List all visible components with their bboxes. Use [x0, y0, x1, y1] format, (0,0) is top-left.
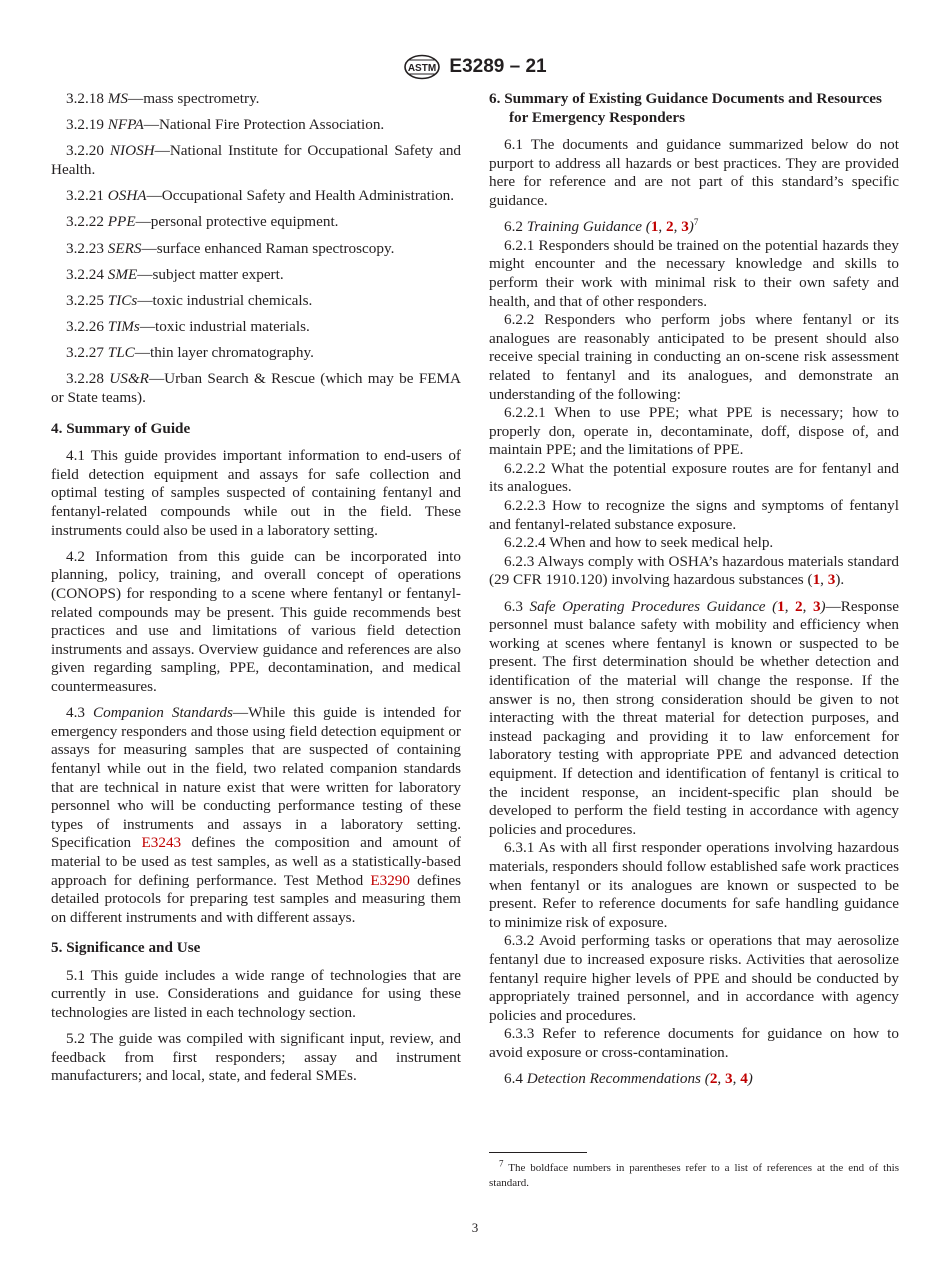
reference-link[interactable]: 3	[725, 1070, 733, 1088]
left-column	[51, 90, 461, 1094]
reference-link[interactable]: 3	[812, 597, 821, 615]
paragraph-6-2: 6.2 Training Guidance (1, 2, 3)$^7$	[504, 217, 699, 236]
paragraph-6-2-2: 6.2.2 Responders who perform jobs where fentanyl or its analogues are reasonably anticipated to be present should also receive special training in conducting an on-scene risk assessment related to fentanyl and its analogues, and demonstrate an understanding of the following:	[489, 311, 899, 403]
link-e3290[interactable]: E3290	[370, 871, 410, 889]
definition-3-2-25: 3.2.25 TICs—toxic industrial chemicals.	[66, 291, 313, 309]
standard-designation: E3289 – 21	[449, 56, 547, 77]
paragraph-6-2-2-3: 6.2.2.3 How to recognize the signs and symptoms of fentanyl and fentanyl-related substance exposure.	[489, 497, 899, 533]
footnote-marker[interactable]: 7	[693, 217, 699, 228]
definition-3-2-20: 3.2.20 NIOSH—National Institute for Occupational Safety and Health.	[51, 142, 462, 178]
paragraph-4-2: 4.2 Information from this guide can be incorporated into planning, policy, training, and overall concept of operations (CONOPS) for responding to a scene where fentanyl or fentanyl-related compounds may be present. This guide recommends best practices and use and limitations of various field detection instruments and assays. Overview guidance and references are also given regarding sampling, PPE, decontamination, and medical countermeasures.	[51, 547, 461, 695]
paragraph-4-1: 4.1 This guide provides important information to end-users of field detection equipment and assays for safe collection and optimal testing of samples suspected of containing fentanyl and fentanyl-related compounds while out in the field. These instruments could also be used in a laboratory setting.	[51, 447, 461, 539]
section-5-heading: 5. Significance and Use	[51, 939, 201, 957]
paragraph-6-3-3: 6.3.3 Refer to reference documents for guidance on how to avoid exposure or cross-contamination.	[489, 1025, 899, 1061]
paragraph-6-3-2: 6.3.2 Avoid performing tasks or operations that may aerosolize fentanyl due to increased exposure risks. Activities that aerosolize fentanyl require higher levels of PPE and should be conducted by appropriately trained personnel, and in accordance with agency policies and procedures.	[489, 932, 899, 1024]
reference-link[interactable]: 1	[777, 597, 785, 615]
paragraph-6-3-1: 6.3.1 As with all first responder operations involving hazardous materials, responders should follow established safe work practices when fentanyl or its analogues are known or suspected to be present. Refer to reference documents for safe handling guidance to minimize risk of exposure.	[489, 839, 899, 931]
paragraph-5-2: 5.2 The guide was compiled with significant input, review, and feedback from first responders; assay and instrument manufacturers; and local, state, and federal SMEs.	[51, 1030, 461, 1085]
paragraph-4-3: 4.3 Companion Standards—While this guide is intended for emergency responders and those using field detection equipment or assays for measuring samples that are suspected of containing fentanyl while out in the field, two related companion standards that are technical in nature exist that were written for laboratory personnel who will be conducting performance testing of these types of instruments and assays in a laboratory setting. Specification E3243 defines the composition and amount of material to be used as test samples, as well as a statistically-based approach for defining performance. Test Method E3290 defines detailed protocols for preparing test samples and measuring them on different instruments and with different assays.	[51, 704, 461, 926]
footnote-7: $^7$ The boldface numbers in parentheses refer to a list of references at the end of this standard.	[489, 1158, 899, 1189]
paragraph-5-1: 5.1 This guide includes a wide range of technologies that are currently in use. Considerations and guidance for using these technologies are listed in each technology section.	[51, 966, 461, 1022]
reference-link[interactable]: 3	[681, 218, 689, 236]
paragraph-6-2-2-4: 6.2.2.4 When and how to seek medical help.	[504, 534, 774, 552]
definition-3-2-28: 3.2.28 US&R—Urban Search & Rescue (which may be FEMA or State teams).	[51, 370, 462, 407]
page-number: 3	[471, 1220, 479, 1235]
definition-3-2-18: 3.2.18 MS—mass spectrometry.	[66, 90, 260, 107]
definition-3-2-23: 3.2.23 SERS—surface enhanced Raman spectroscopy.	[66, 239, 395, 257]
definition-3-2-21: 3.2.21 OSHA—Occupational Safety and Health Administration.	[66, 187, 455, 205]
reference-link[interactable]: 3	[827, 571, 836, 589]
paragraph-6-2-1: 6.2.1 Responders should be trained on the potential hazards they might encounter and the necessary knowledge and skills to perform their work with minimal risk to their own safety and health, and that of other responders.	[489, 236, 899, 310]
section-6-heading: 6. Summary of Existing Guidance Documents and Resources for Emergency Responders	[489, 90, 882, 126]
definition-3-2-26: 3.2.26 TIMs—toxic industrial materials.	[66, 318, 310, 336]
paragraph-6-3: 6.3 Safe Operating Procedures Guidance (1, 2, 3)—Response personnel must balance safety with mobility and efficiency when working at scenes where fentanyl is known or suspected to be present. The first determination should be whether detection and identification of the material will change the response. If the answer is no, then strong consideration should be given to not interacting with the threat material for detection purposes, and instead packaging and providing it to law enforcement for laboratory testing with appropriate PPE and advanced detection equipment. If detection and identification of fentanyl is critical to the incident response, an incident-specific plan should be developed to perform the field testing in accordance with agency policies and procedures.	[489, 597, 900, 838]
reference-link[interactable]: 4	[740, 1070, 748, 1088]
svg-text:ASTM: ASTM	[408, 63, 437, 74]
paragraph-6-2-3: 6.2.3 Always comply with OSHA’s hazardous materials standard (29 CFR 1910.120) involving hazardous substances (1, 3).	[489, 552, 899, 589]
reference-link[interactable]: 1	[650, 218, 659, 236]
definition-3-2-27: 3.2.27 TLC—thin layer chromatography.	[66, 344, 314, 362]
reference-link[interactable]: 1	[812, 571, 821, 589]
paragraph-6-4: 6.4 Detection Recommendations (2, 3, 4)	[504, 1070, 753, 1088]
paragraph-6-2-2-1: 6.2.2.1 When to use PPE; what PPE is necessary; how to properly don, operate in, decontaminate, doff, dispose of, and maintain PPE; and the limitations of PPE.	[489, 404, 899, 459]
paragraph-6-1: 6.1 The documents and guidance summarized below do not purport to address all hazards or best practices. They are provided here for reference and are not part of this standard’s specific guidance.	[489, 136, 899, 209]
astm-logo-icon	[403, 54, 441, 80]
reference-link[interactable]: 2	[666, 218, 674, 236]
definition-3-2-22: 3.2.22 PPE—personal protective equipment.	[66, 213, 339, 231]
footnote-divider	[489, 1152, 587, 1153]
paragraph-6-2-2-2: 6.2.2.2 What the potential exposure routes are for fentanyl and its analogues.	[489, 459, 899, 496]
reference-link[interactable]: 2	[795, 597, 803, 615]
definition-3-2-19: 3.2.19 NFPA—National Fire Protection Association.	[66, 116, 385, 134]
definition-3-2-24: 3.2.24 SME—subject matter expert.	[66, 265, 284, 283]
right-column	[489, 90, 899, 1096]
section-4-heading: 4. Summary of Guide	[51, 419, 191, 437]
reference-link[interactable]: 2	[709, 1070, 718, 1088]
page-header	[0, 54, 950, 84]
link-e3243[interactable]: E3243	[141, 834, 182, 852]
